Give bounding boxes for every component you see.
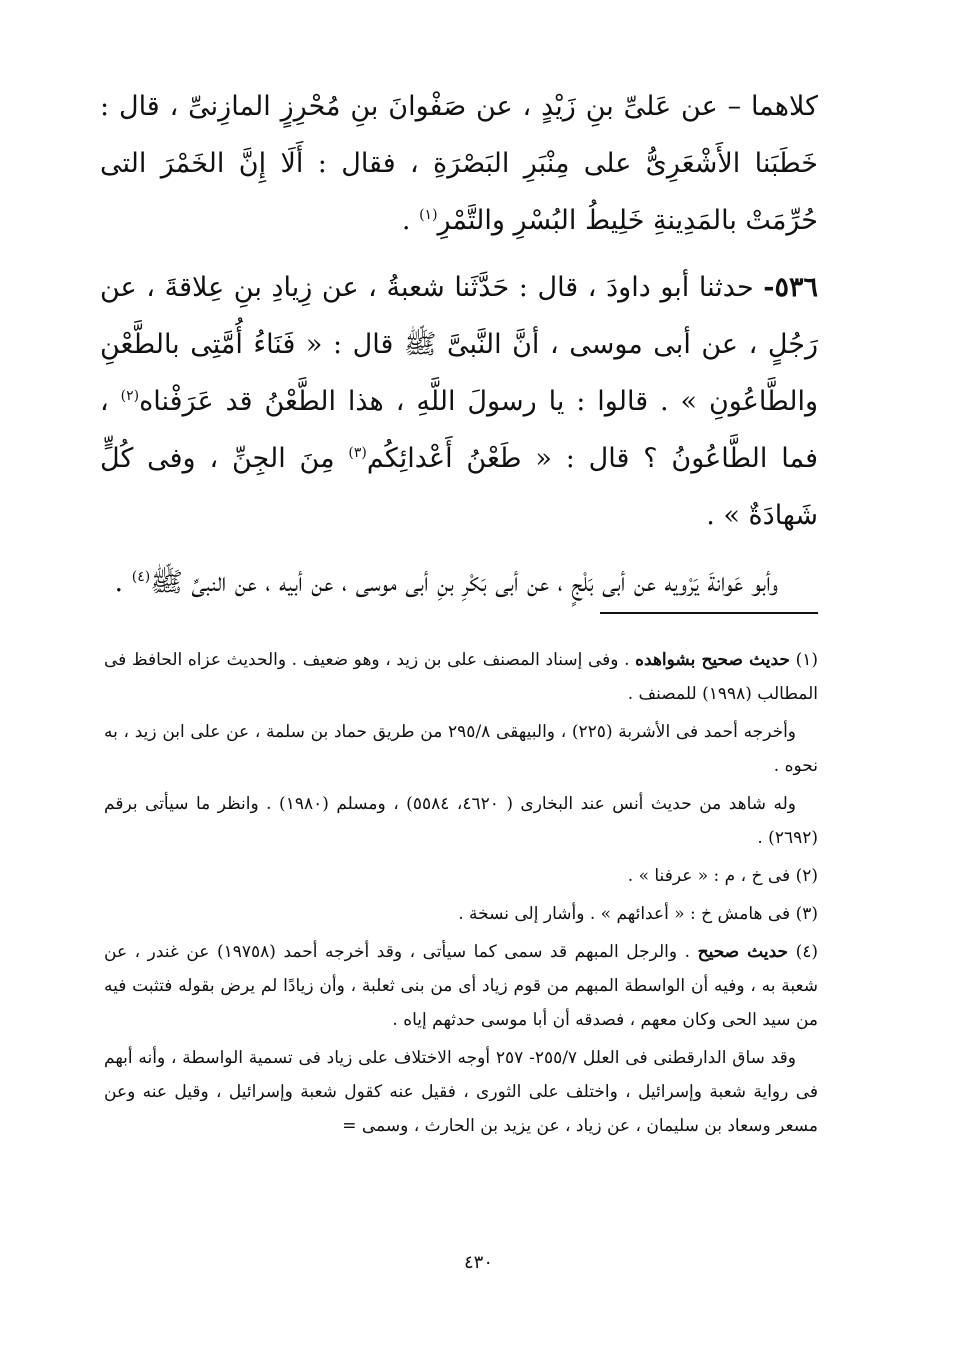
footnote-marker-2: (٢) xyxy=(120,388,140,404)
footnote-4-grade: حديث صحيح xyxy=(697,942,789,962)
footnote-1 xyxy=(104,643,818,711)
hadith-text-b: ، فما الطَّاعُونُ ؟ قال : « طَعْنُ أَعْدائِكُم xyxy=(100,386,818,474)
footnote-1-paragraph-3: وله شاهد من حديث أنس عند البخارى ( ٤٦٢٠، ٥٥٨٤) ، ومسلم (١٩٨٠) . وانظر ما سيأتى برقم (٢٦٩٢) . xyxy=(104,794,818,848)
footnotes xyxy=(104,643,818,1147)
paragraph-3-text: وأبو عَوانةَ يَرْويه عن أبى بَلْجٍ ، عن أبى بَكْرِ بنِ أبى موسى ، عن أبيه ، عن النبىِّ ﷺ xyxy=(150,567,778,598)
footnote-marker-3: (٣) xyxy=(348,445,367,461)
main-text xyxy=(100,78,818,611)
page-number: ٤٣٠ xyxy=(463,1252,493,1273)
hadith-number: ٥٣٦- xyxy=(763,272,818,303)
footnote-separator xyxy=(600,612,818,614)
paragraph-continuation xyxy=(100,78,818,249)
hadith-text-c: مِنَ الجِنِّ ، وفى كُلٍّ شَهادَةٌ » . xyxy=(100,443,818,531)
paragraph-1-end: . xyxy=(401,205,420,236)
footnote-4-paragraph-2: وقد ساق الدارقطنى فى العلل ٢٥٥/٧- ٢٥٧ أوجه الاختلاف على زياد فى تسمية الواسطة ، وأنه أبهم فى رواية شعبة وإسرائيل ، واختلف على الثورى ، فقيل عنه كقول شعبة وإسرائيل ، وقيل عنه وعن مسعر وسعاد بن سليمان ، عن زياد ، عن يزيد بن الحارث ، وسمى = xyxy=(104,1048,818,1136)
footnote-1-number: (١) xyxy=(795,650,819,670)
footnote-marker-4: (٤) xyxy=(131,569,151,585)
footnote-1-text: . وفى إسناد المصنف على بن زيد ، وهو ضعيف . والحديث عزاه الحافظ فى المطالب (١٩٩٨) للمصنف . xyxy=(104,650,818,704)
paragraph-1-text: كلاهما – عن عَلىِّ بنِ زَيْدٍ ، عن صَفْوانَ بنِ مُحْرِزٍ المازِنىِّ ، قال : خَطَبَنا الأَشْعَرِىُّ على مِنْبَرِ البَصْرَةِ ، فقال : أَلَا إِنَّ الخَمْرَ التى حُرِّمَتْ بالمَدِينةِ خَلِيطُ البُسْرِ والتَّمْرِ xyxy=(100,91,818,236)
footnote-1-grade: حديث صحيح بشواهده xyxy=(635,650,790,670)
hadith-text-a: حدثنا أبو داودَ ، قال : حَدَّثَنا شعبةُ ، عن زِيادِ بنِ عِلاقةَ ، عن رَجُلٍ ، عن أبى موسى ، أنَّ النَّبىَّ ﷺ قال : « فَنَاءُ أُمَّتِى بالطَّعْنِ والطَّاعُونِ » . قالوا : يا رسولَ اللَّهِ ، هذا الطَّعْنُ قد عَرَفْناه xyxy=(100,272,819,417)
paragraph-abu-awana xyxy=(100,554,818,611)
footnote-4-text: . والرجل المبهم قد سمى كما سيأتى ، وقد أخرجه أحمد (١٩٧٥٨) عن غندر ، عن شعبة به ، وفيه أن الواسطة المبهم من قوم زياد أى من بنى ثعلبة ، وأن زيادًا لم يرض بقوله فتثبت فيه من سيد الحى وكان معهم ، فصدقه أن أبا موسى حدثهم إياه . xyxy=(104,942,818,1030)
footnote-marker-1: (١) xyxy=(419,207,438,223)
footnote-2: (٢) فى خ ، م : « عرفنا » . xyxy=(627,866,818,886)
footnote-3: (٣) فى هامش خ : « أعدائهم » . وأشار إلى نسخة . xyxy=(458,904,818,924)
footnote-4-number: (٤) xyxy=(795,942,818,962)
footnote-1-paragraph-2: وأخرجه أحمد فى الأشربة (٢٢٥) ، والبيهقى ٢٩٥/٨ من طريق حماد بن سلمة ، عن على ابن زيد ، به نحوه . xyxy=(104,722,818,776)
paragraph-3-end: . xyxy=(114,567,132,598)
footnote-4 xyxy=(104,935,818,1037)
hadith-536 xyxy=(100,259,818,544)
